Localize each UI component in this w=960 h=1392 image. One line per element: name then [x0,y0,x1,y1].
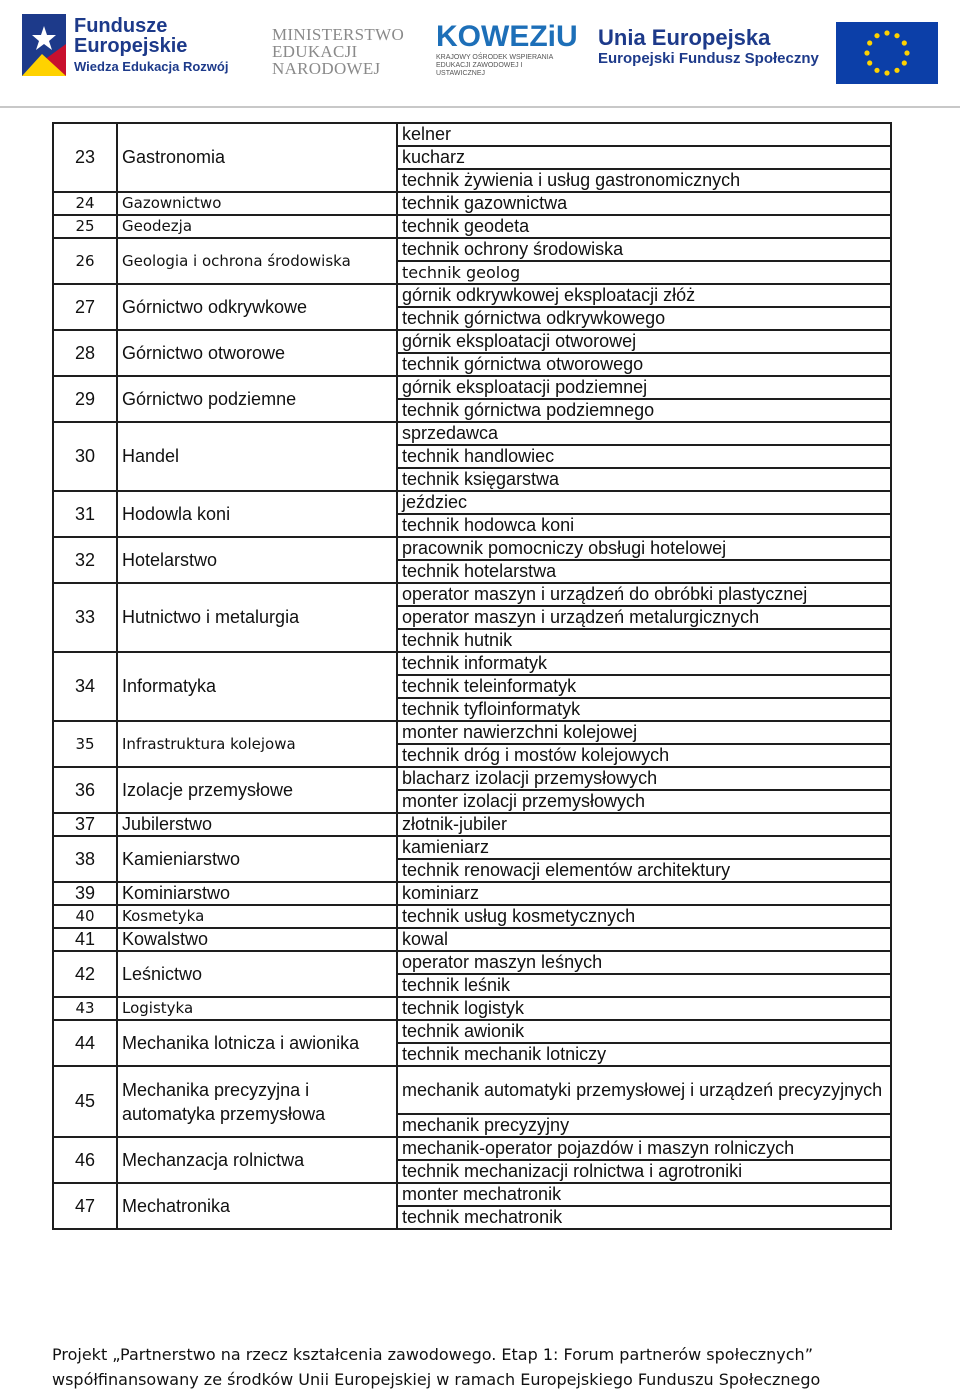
row-number: 40 [53,905,117,928]
unia-europejska-logo [598,26,819,68]
table-row [53,767,891,790]
row-number: 33 [53,583,117,652]
field-name: Logistyka [117,997,397,1020]
occupation-name: złotnik-jubiler [397,813,891,836]
table-row [53,215,891,238]
occupation-name: technik mechatronik [397,1206,891,1229]
koweziu-subtitle: KRAJOWY OŚRODEK WSPIERANIA EDUKACJI ZAWODOWEJ I USTAWICZNEJ [436,54,553,77]
field-name: Mechanika lotnicza i awionika [117,1020,397,1066]
men-line1: MINISTERSTWO [272,25,405,44]
fe-line2: Europejskie [74,35,188,57]
occupation-name: technik tyfloinformatyk [397,698,891,721]
table-row [53,813,891,836]
occupation-name: kucharz [397,146,891,169]
table-row [53,284,891,307]
row-number: 46 [53,1137,117,1183]
occupation-name: technik geolog [397,261,891,284]
occupation-name: technik awionik [397,1020,891,1043]
occupation-name: pracownik pomocniczy obsługi hotelowej [397,537,891,560]
eu-flag-icon [836,22,938,84]
table-row [53,951,891,974]
occupation-name: technik górnictwa podziemnego [397,399,891,422]
men-line3: NARODOWEJ [272,59,381,78]
occupation-name: technik księgarstwa [397,468,891,491]
header-divider [0,106,960,108]
occupation-name: mechanik precyzyjny [397,1114,891,1137]
occupation-name: technik mechanik lotniczy [397,1043,891,1066]
occupation-name: technik teleinformatyk [397,675,891,698]
occupation-name: monter nawierzchni kolejowej [397,721,891,744]
occupation-name: kowal [397,928,891,951]
row-number: 45 [53,1066,117,1137]
field-name: Hodowla koni [117,491,397,537]
table-row [53,123,891,146]
field-name: Hutnictwo i metalurgia [117,583,397,652]
page-footer [52,1342,932,1392]
row-number: 41 [53,928,117,951]
row-number: 43 [53,997,117,1020]
occupation-name: kominiarz [397,882,891,905]
field-name: Górnictwo podziemne [117,376,397,422]
men-logo [272,26,404,77]
field-name: Hotelarstwo [117,537,397,583]
table-row [53,928,891,951]
table-row [53,1020,891,1043]
row-number: 38 [53,836,117,882]
ue-line1: Unia Europejska [598,25,771,50]
field-name: Geodezja [117,215,397,238]
table-row [53,192,891,215]
occupation-name: blacharz izolacji przemysłowych [397,767,891,790]
occupation-name: technik górnictwa otworowego [397,353,891,376]
occupation-name: górnik eksploatacji podziemnej [397,376,891,399]
ue-line2: Europejski Fundusz Społeczny [598,50,819,67]
field-name: Kowalstwo [117,928,397,951]
occupation-name: technik żywienia i usług gastronomicznych [397,169,891,192]
occupation-name: technik górnictwa odkrywkowego [397,307,891,330]
table-row [53,997,891,1020]
field-name: Górnictwo odkrywkowe [117,284,397,330]
fe-line1: Fundusze [74,15,168,37]
row-number: 29 [53,376,117,422]
row-number: 28 [53,330,117,376]
occupation-name: technik hodowca koni [397,514,891,537]
table-row [53,836,891,859]
occupation-name: technik renowacji elementów architektury [397,859,891,882]
occupation-name: technik usług kosmetycznych [397,905,891,928]
row-number: 23 [53,123,117,192]
occupation-name: technik logistyk [397,997,891,1020]
table-row [53,652,891,675]
occupation-name: technik hutnik [397,629,891,652]
field-name: Geologia i ochrona środowiska [117,238,397,284]
row-number: 44 [53,1020,117,1066]
row-number: 27 [53,284,117,330]
fe-line3: Wiedza Edukacja Rozwój [74,59,229,74]
field-name: Informatyka [117,652,397,721]
occupation-name: kamieniarz [397,836,891,859]
table-row [53,905,891,928]
table-row [53,1137,891,1160]
occupation-name: mechanik-operator pojazdów i maszyn rolniczych [397,1137,891,1160]
occupation-name: technik geodeta [397,215,891,238]
row-number: 37 [53,813,117,836]
occupation-name: operator maszyn i urządzeń do obróbki plastycznej [397,583,891,606]
field-name: Mechanzacja rolnictwa [117,1137,397,1183]
occupation-name: technik leśnik [397,974,891,997]
table-row [53,422,891,445]
field-name: Kominiarstwo [117,882,397,905]
field-name: Mechanika precyzyjna i automatyka przemysłowa [117,1066,397,1137]
row-number: 32 [53,537,117,583]
koweziu-name: KOWEZiU [436,20,578,53]
field-name: Gastronomia [117,123,397,192]
field-name: Kamieniarstwo [117,836,397,882]
occupation-name: technik gazownictwa [397,192,891,215]
occupation-name: operator maszyn i urządzeń metalurgicznych [397,606,891,629]
table-row [53,238,891,261]
fe-star-icon [22,14,66,76]
occupation-name: monter izolacji przemysłowych [397,790,891,813]
row-number: 39 [53,882,117,905]
field-name: Jubilerstwo [117,813,397,836]
table-row [53,1183,891,1206]
occupation-name: jeździec [397,491,891,514]
row-number: 34 [53,652,117,721]
table-row [53,537,891,560]
row-number: 26 [53,238,117,284]
occupation-name: sprzedawca [397,422,891,445]
row-number: 30 [53,422,117,491]
page-header [0,0,960,108]
field-name: Izolacje przemysłowe [117,767,397,813]
field-name: Gazownictwo [117,192,397,215]
table-row [53,376,891,399]
men-line2: EDUKACJI [272,42,358,61]
table-row [53,1066,891,1114]
occupation-name: technik handlowiec [397,445,891,468]
row-number: 47 [53,1183,117,1229]
field-name: Infrastruktura kolejowa [117,721,397,767]
occupation-name: technik dróg i mostów kolejowych [397,744,891,767]
occupation-name: technik hotelarstwa [397,560,891,583]
row-number: 42 [53,951,117,997]
table-row [53,882,891,905]
table-row [53,330,891,353]
field-name: Kosmetyka [117,905,397,928]
occupation-name: kelner [397,123,891,146]
occupation-name: górnik eksploatacji otworowej [397,330,891,353]
occupation-name: operator maszyn leśnych [397,951,891,974]
row-number: 35 [53,721,117,767]
row-number: 36 [53,767,117,813]
occupation-name: monter mechatronik [397,1183,891,1206]
koweziu-logo [436,22,578,78]
occupation-name: technik informatyk [397,652,891,675]
footer-line2: współfinansowany ze środków Unii Europejskiej w ramach Europejskiego Funduszu Społecznego [52,1370,821,1389]
row-number: 25 [53,215,117,238]
field-name: Mechatronika [117,1183,397,1229]
fundusze-europejskie-logo [22,14,228,76]
table-row [53,721,891,744]
table-row [53,583,891,606]
row-number: 31 [53,491,117,537]
professions-table [52,122,892,1230]
occupation-name: technik mechanizacji rolnictwa i agrotroniki [397,1160,891,1183]
occupation-name: górnik odkrywkowej eksploatacji złóż [397,284,891,307]
table-row [53,491,891,514]
field-name: Górnictwo otworowe [117,330,397,376]
footer-line1: Projekt „Partnerstwo na rzecz kształcenia zawodowego. Etap 1: Forum partnerów społecznych” [52,1345,813,1364]
occupation-name: mechanik automatyki przemysłowej i urządzeń precyzyjnych [397,1066,891,1114]
field-name: Leśnictwo [117,951,397,997]
field-name: Handel [117,422,397,491]
occupation-name: technik ochrony środowiska [397,238,891,261]
row-number: 24 [53,192,117,215]
